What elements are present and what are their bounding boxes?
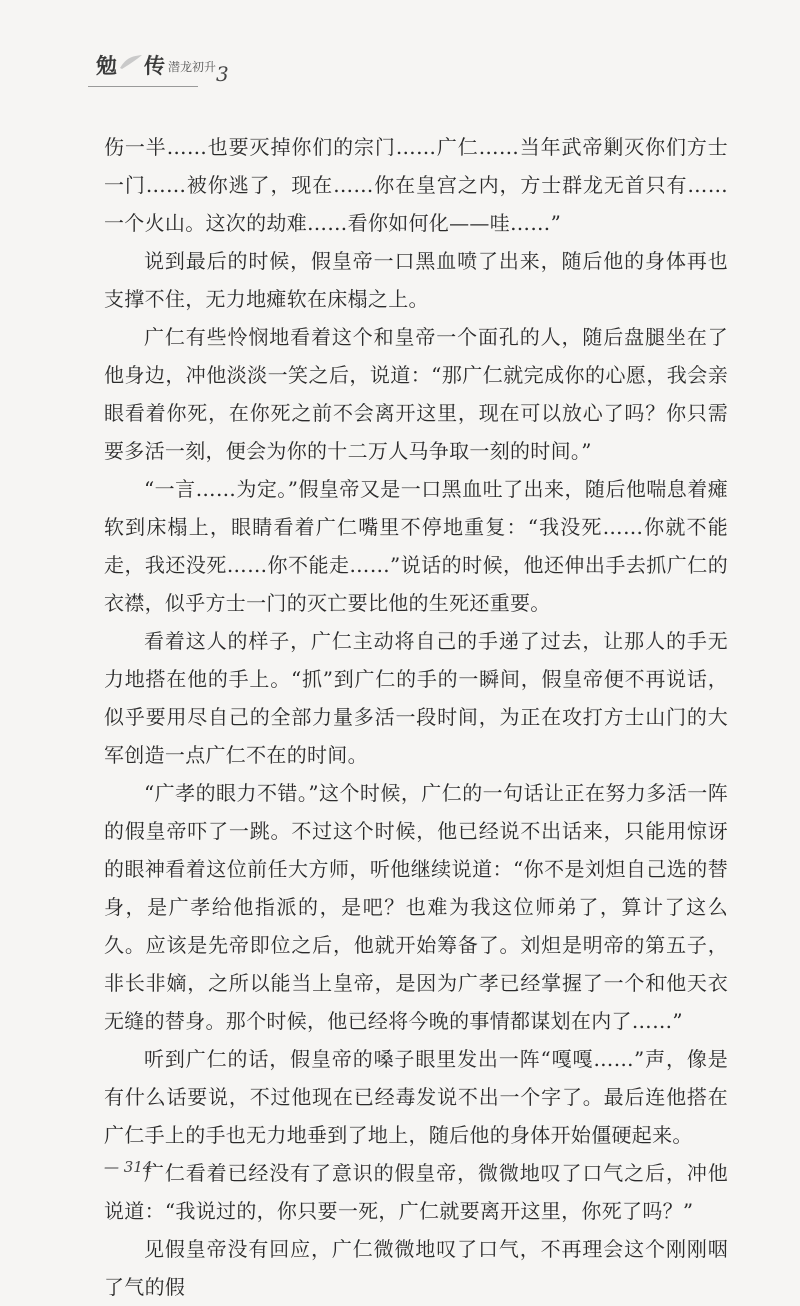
paragraph: 伤一半……也要灭掉你们的宗门……广仁……当年武帝剿灭你们方士一门……被你逃了，现在……你在皇宫之内，方士群龙无首只有……一个火山。这次的劫难……看你如何化——哇……” [104, 135, 728, 235]
paragraph: “广孝的眼力不错。”这个时候，广仁的一句话让正在努力多活一阵的假皇帝吓了一跳。不过这个时候，他已经说不出话来，只能用惊讶的眼神看着这位前任大方师，听他继续说道：“你不是刘炟自己选的替身，是广孝给他指派的，是吧？也难为我这位师弟了，算计了这么久。应该是先帝即位之后，他就开始筹备了。刘炟是明帝的第五子，非长非嫡，之所以能当上皇帝，是因为广孝已经掌握了一个和他天衣无缝的替身。那个时候，他已经将今晚的事情都谋划在内了……” [104, 781, 728, 1033]
paragraph: 见假皇帝没有回应，广仁微微地叹了口气，不再理会这个刚刚咽了气的假 [104, 1237, 728, 1299]
header-title-char-2: 传 [144, 53, 165, 78]
header-subtitle: 潜龙初升 [168, 60, 217, 74]
paragraph: “一言……为定。”假皇帝又是一口黑血吐了出来，随后他喘息着瘫软到床榻上，眼睛看着广仁嘴里不停地重复：“我没死……你就不能走，我还没死……你不能走……”说话的时候，他还伸出手去抓广仁的衣襟，似乎方士一门的灭亡要比他的生死还重要。 [104, 477, 728, 615]
brush-stroke-icon [118, 52, 144, 72]
header-rule [88, 86, 198, 87]
page-body [104, 128, 728, 1306]
paragraph: 广仁看着已经没有了意识的假皇帝，微微地叹了口气之后，冲他说道：“我说过的，你只要一死，广仁就要离开这里，你死了吗？” [104, 1161, 728, 1223]
paragraph: 说到最后的时候，假皇帝一口黑血喷了出来，随后他的身体再也支撑不住，无力地瘫软在床榻之上。 [104, 249, 728, 311]
page-number: — 314 [104, 1158, 153, 1176]
paragraph: 听到广仁的话，假皇帝的嗓子眼里发出一阵“嘎嘎……”声，像是有什么话要说，不过他现在已经毒发说不出一个字了。最后连他搭在广仁手上的手也无力地垂到了地上，随后他的身体开始僵硬起来。 [104, 1047, 728, 1147]
running-header [88, 48, 728, 96]
header-volume-number: 3 [216, 62, 229, 86]
header-title-char-1: 勉 [96, 53, 117, 78]
paragraph: 看着这人的样子，广仁主动将自己的手递了过去，让那人的手无力地搭在他的手上。“抓”到广仁的手的一瞬间，假皇帝便不再说话，似乎要用尽自己的全部力量多活一段时间，为正在攻打方士山门的大军创造一点广仁不在的时间。 [104, 629, 728, 767]
paragraph: 广仁有些怜悯地看着这个和皇帝一个面孔的人，随后盘腿坐在了他身边，冲他淡淡一笑之后，说道：“那广仁就完成你的心愿，我会亲眼看着你死，在你死之前不会离开这里，现在可以放心了吗？你只需要多活一刻，便会为你的十二万人马争取一刻的时间。” [104, 325, 728, 463]
